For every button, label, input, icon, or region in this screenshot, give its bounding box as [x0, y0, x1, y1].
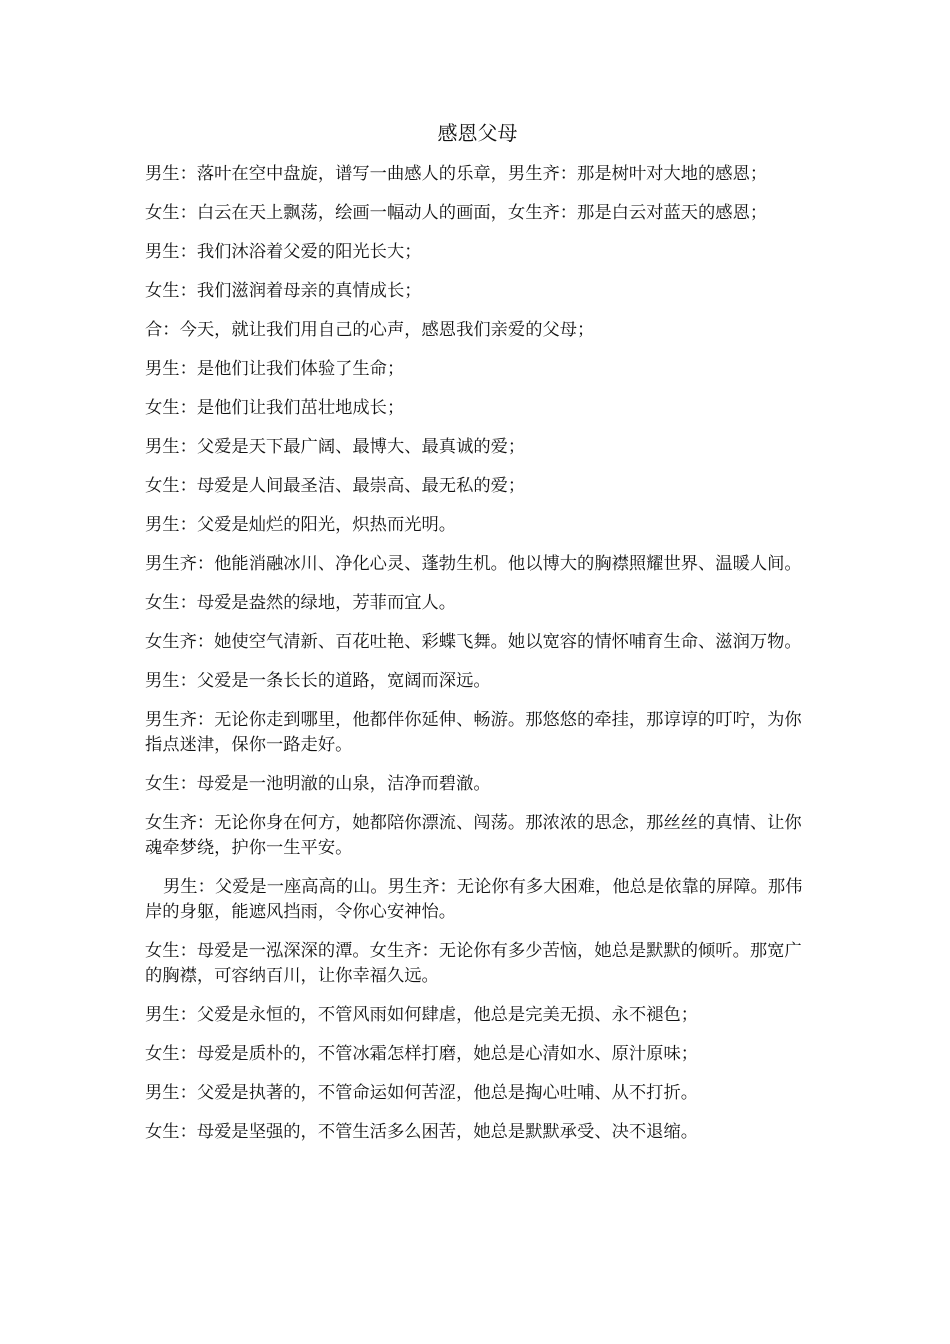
paragraph-11: 男生齐：他能消融冰川、净化心灵、蓬勃生机。他以博大的胸襟照耀世界、温暖人间。	[145, 554, 802, 574]
paragraph-22: 男生：父爱是执著的，不管命运如何苦涩，他总是掏心吐哺、从不打折。	[145, 1083, 699, 1103]
paragraph-20: 男生：父爱是永恒的，不管风雨如何肆虐，他总是完美无损、永不褪色；	[145, 1005, 699, 1025]
paragraph-10: 男生：父爱是灿烂的阳光，炽热而光明。	[145, 515, 457, 535]
paragraph-1: 男生：落叶在空中盘旋，谱写一曲感人的乐章，男生齐：那是树叶对大地的感恩；	[145, 164, 768, 184]
paragraph-21: 女生：母爱是质朴的，不管冰霜怎样打磨，她总是心清如水、原汁原味；	[145, 1044, 699, 1064]
paragraph-18: 男生：父爱是一座高高的山。男生齐：无论你有多大困难，他总是依靠的屏障。那伟岸的身躯，能遮风挡雨，令你心安神怡。	[145, 877, 803, 922]
paragraph-2: 女生：白云在天上飘荡，绘画一幅动人的画面，女生齐：那是白云对蓝天的感恩；	[145, 203, 768, 223]
paragraph-13: 女生齐：她使空气清新、百花吐艳、彩蝶飞舞。她以宽容的情怀哺育生命、滋润万物。	[145, 632, 802, 652]
paragraph-7: 女生：是他们让我们茁壮地成长；	[145, 398, 405, 418]
document-title: 感恩父母	[437, 121, 518, 145]
paragraph-8: 男生：父爱是天下最广阔、最博大、最真诚的爱；	[145, 437, 526, 457]
paragraph-9: 女生：母爱是人间最圣洁、最崇高、最无私的爱；	[145, 476, 526, 496]
paragraph-6: 男生：是他们让我们体验了生命；	[145, 359, 405, 379]
paragraph-12: 女生：母爱是盎然的绿地，芳菲而宜人。	[145, 593, 457, 613]
paragraph-17: 女生齐：无论你身在何方，她都陪你漂流、闯荡。那浓浓的思念，那丝丝的真情、让你魂牵梦绕，护你一生平安。	[145, 813, 802, 858]
paragraph-19: 女生：母爱是一泓深深的潭。女生齐：无论你有多少苦恼，她总是默默的倾听。那宽广的胸襟，可容纳百川，让你幸福久远。	[145, 941, 802, 986]
paragraph-3: 男生：我们沐浴着父爱的阳光长大；	[145, 242, 422, 262]
paragraph-23: 女生：母爱是坚强的，不管生活多么困苦，她总是默默承受、决不退缩。	[145, 1122, 699, 1142]
paragraph-14: 男生：父爱是一条长长的道路，宽阔而深远。	[145, 671, 491, 691]
paragraph-15: 男生齐：无论你走到哪里，他都伴你延伸、畅游。那悠悠的牵挂，那谆谆的叮咛，为你指点迷津，保你一路走好。	[145, 710, 802, 755]
paragraph-16: 女生：母爱是一池明澈的山泉，洁净而碧澈。	[145, 774, 491, 794]
paragraph-4: 女生：我们滋润着母亲的真情成长；	[145, 281, 422, 301]
paragraph-5: 合：今天，就让我们用自己的心声，感恩我们亲爱的父母；	[145, 320, 595, 340]
